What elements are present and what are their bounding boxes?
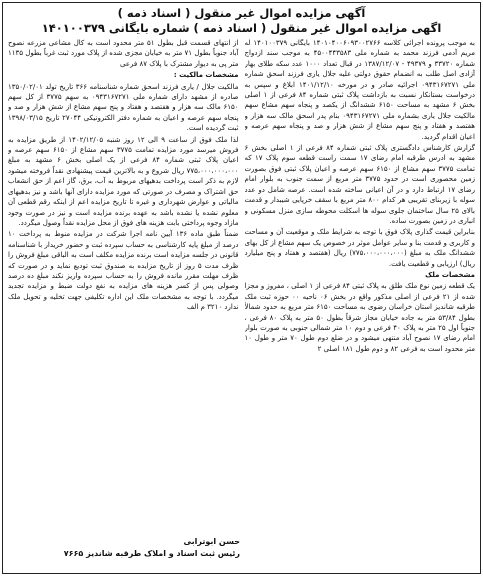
notice-title: آگهی مزایده اموال غیر منقول ( اسناد ذمه ) (117, 6, 366, 20)
right-column (245, 38, 476, 528)
valuation-paragraph: بنابراین قیمت گذاری پلاک فوق با توجه به شرایط ملک و موقعیت آن و مساحت و کاربری و قدمت بنا و سایر عوامل موثر در خصوص یک سهم مشاع از کل بهای ششدانگ ملک به مبلغ (۷۷۵،۰۰۰،۰۰۰،۰۰۰) ریال (هفتصد و هفتاد و پنج میلیارد ریال) ارزیابی و قطعیت یافت. (244, 228, 475, 268)
property-spec-paragraph: یک قطعه زمین نوع ملک طلق به پلاک ثبتی ۸۴ فرعی از ۱ اصلی ، مفروز و مجزا شده از ۲۱ فرعی از اصلی مذکور واقع در بخش ۰۶ ناحیه ۰۰ حوزه ثبت ملک طرقبه شاندیز استان خراسان رضوی به مساحت ۶۱۵۰ متر مربع به حدود شمالاً بطول ۵۳/۸۴ متر به جاده خیابان مجاز شرقاً بطول ۵۰ متر به پلاک ۸۰ فرعی ، جنوباً اول ۲۵ متر به پلاک ۴۰ فرعی و دوم ۱۰ متر شمالی جنوبی به صورت بلوار امام رضای ۱۷ نصوح آباد منتهی میشود و در ضلع دوم طول ۷۰ متر و طول ۱۰ متر محدود است به فرعی ۸۲ و دوم طول ۱۸۱ اصلی ۲ (244, 282, 475, 353)
left-column (8, 38, 239, 528)
auction-terms-paragraph: لذا ملک فوق از ساعت ۹ الی ۱۲ روز شنبه ۱۴۰۲/۱۲/۰۵ از طریق مزایده به فروش میرسد مورد مزایده تمامت ۳۷۷۵ سهم مشاع از ۶۱۵۰ سهم عرصه و اعیان پلاک ثبتی شماره ۸۴ فرعی از یک اصلی بخش ۶ مشهد به مبلغ ۷۷۵،۰۰۰،۰۰۰،۰۰۰ ریال شروع و به بالاترین قیمت پیشنهادی نقداً فروخته میشود لازم به ذکر است پرداخت بدهیهای مربوط به آب، برق، گاز اعم از حق انشعاب حق اشتراک و مصرف در صورتی که مورد مزایده دارای آنها باشد و نیز بدهیهای مالیاتی و عوارض شهرداری و غیره تا تاریخ مزایده اعم از اینکه رقم قطعی آن معلوم نشده یا نشده باشد به عهده برنده مزایده است و نیز در صورت وجود مازاد وجوه پرداختی بابت هزینه های فوق از محل مزایده نقداً وصول میگردد. (8, 135, 239, 227)
signatory-role: رئیس ثبت اسناد و املاک طرقبه شاندیز ۷۶۶۵ (63, 549, 240, 558)
signatory-name: حسن ابوترابی (183, 537, 240, 546)
notice-body (8, 38, 475, 528)
signature-block (10, 536, 240, 560)
auction-notice (2, 2, 481, 574)
property-spec-heading: مشخصات ملک (425, 270, 475, 279)
boundaries-paragraph: از انتهای قسمت قبل بطول ۵۱ متر محدود است به کال مشاعی مزرعه نصوح آباد جنوباً بطول ۷۱ متر به خیابان مجزی شده از پلاک مورد ثبت غرباً بطول ۱۱۳۵ متر پی به دیوار مشترک با پلاک ۸۷ فرعی (8, 39, 239, 68)
expert-report-paragraph: گزارش کارشناس دادگستری پلاک ثبتی شماره ۸۴ فرعی از ۱ اصلی بخش ۶ مشهد به ادرس طرقبه امام رضای ۱۷ سمت راست قطعه سوم پلاک ۱۷ که تمامت ۳۷۷۵ سهم مشاع از ۶۱۵۰ سهم عرصه و اعیان پلاک ثبتی فوق بصورت زمین محصوری است در حدود ۳۷۷۵ متر مربع از سمت جنوب به بلوار امام رضای ۱۷ ارتباط دارد و در آن اعیانی ساخته شده است. عرصه شامل دو عدد سوله با زیربنای تقریبی هر کدام ۸۰۰ متر مربع با سقف خرپایی شیبدار و قدمت بالای ۲۵ سال ساختمان جلوی سوله ها اسکلت محوطه سازی منزل مسکونی و انباری در زمین بصورت ساده. (244, 144, 475, 225)
notice-header (8, 6, 475, 36)
case-details-paragraph: به موجب پرونده اجرائی کلاسه ۱۴۰۱۰۴۰۰۶۰۹۳۰۰۲۷۶۶ بایگانی ۱۴۰۱۰۰۳۷۹ له مریم آدمی فرزند محمد به شماره ملی ۴۵۰۰۴۴۳۵۸۳ به موجب سند ازدواج شماره ۳۳۷۲۰ و ۴۹۳۷۹ - ۱۳۸۷/۱۲/۰۷ در قبال تعداد ۱۰۰۰ عدد سکه طلای بهار آزادی اصل طلب به انضمام حقوق دولتی علیه جلال یاری فرزند اسحق شماره ملی ۰۹۴۳۱۶۷۲۷۱ اجرائیه صادر و در مورخه ۱۴۰۱/۱۲/۱۰ ابلاغ و سپس به درخواست بستانکار نسبت به بازداشت پلاک ثبتی شماره ۸۴ فرعی از ۱ اصلی بخش ۶ مشهد به مساحت ۶۱۵۰ ششدانگ از یکصد و پنجاه سهم مشاع سهم مالکیت جلال یاری بشماره ملی ۰۹۴۳۱۶۷۲۷۱ بنام پدر اسحق مالک سه هزار و هفتصد و هفتاد و پنج سهم مشاع از شش هزار و صد و پنجاه سهم عرصه و اعیان اقدام گردید. (244, 39, 475, 141)
ownership-paragraph: مالکیت جلال / یاری فرزند اسحق شماره شناسنامه ۳۶۶ تاریخ تولد ۱۳۵۰/۰۲/۰۱ صادره از مشهد دارای شماره ملی ۰۹۴۳۱۶۷۲۷۱ به سهم ۳۷۷۵ از کل سهم ۶۱۵۰ مالک سه هزار و هفتصد و هفتاد و پنج سهم مشاع از شش هزار و صد و پنجاه سهم عرصه و اعیان به شماره دفتر الکترونیکی ۲۷۰۴۴ تاریخ ۱۳۹۸/۰۳/۱۵ ثبت گردیده است. (8, 82, 239, 133)
notice-subtitle: اگهی مزایده اموال غیر منقول ( اسناد ذمه ) شماره بایگانی ۱۴۰۱۰۰۳۷۹ (41, 21, 442, 35)
ownership-heading: مشخصات مالکیت : (173, 71, 239, 80)
payment-terms-paragraph: ضمناً طبق ماده ۱۳۶ آیین نامه اجرا شرکت در مزایده منوط به پرداخت ۱۰ درصد از مبلغ پایه کارشناسی به حساب سپرده ثبت و حضور خریدار با شناسنامه قانونی در جلسه مزایده است برنده مزایده مکلف است به الباقی مبلغ فروش را ظرف مدت ۵ روز از تاریخ مزایده به صندوق ثبت تودیع نماید و در صورت که ظرف مهلت مقرر مانده فروش را به حساب سپرده واریز نکند مبلغ ده درصد وصولی پس از کسر هزینه های مزایده به نفع دولت ضبط و مزایده تجدید میگردد. با توجه به مشخصات ملک این اداره تکلیفی جهت تخلیه و تحویل ملک ندارد ۳۲۱۰ م الف (8, 230, 239, 312)
